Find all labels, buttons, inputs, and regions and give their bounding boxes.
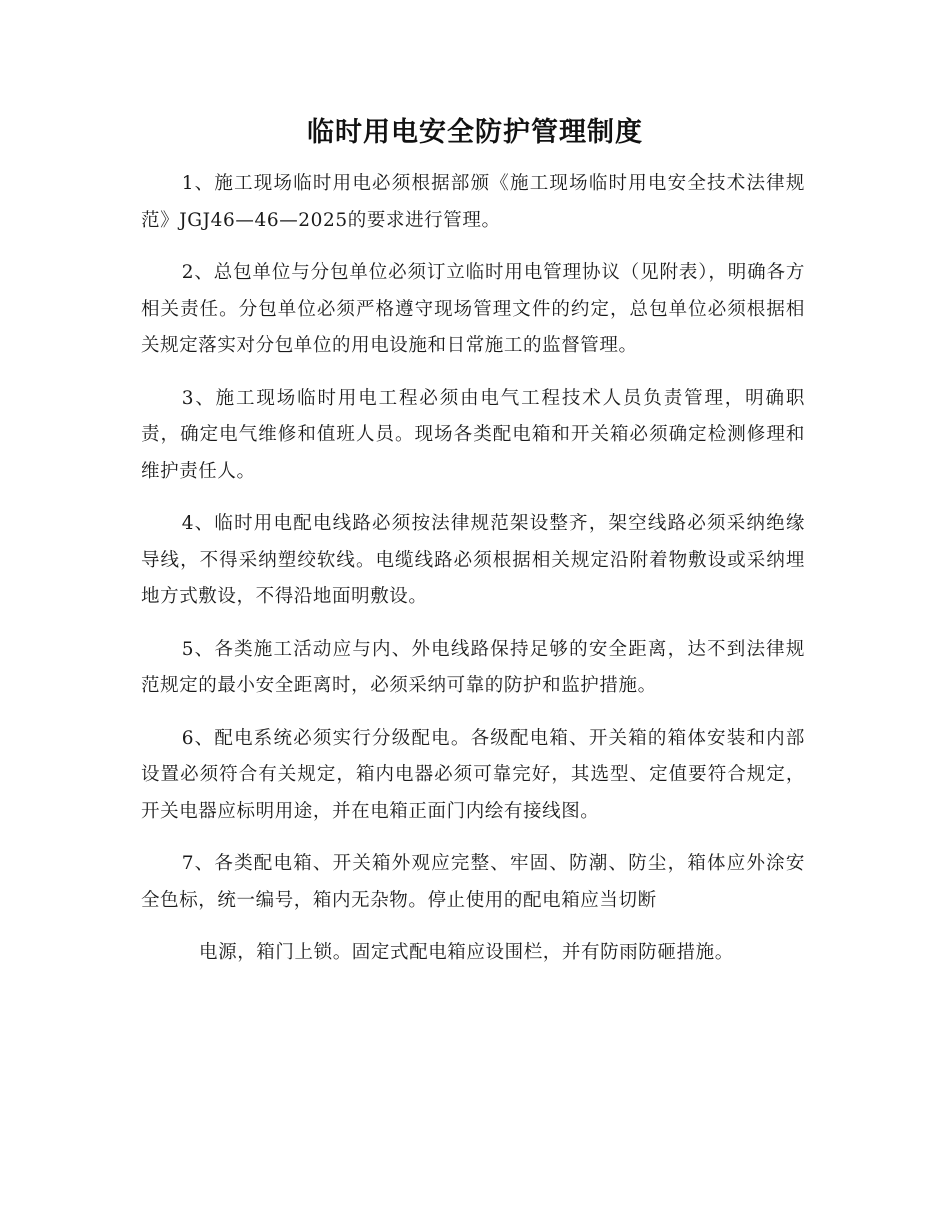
paragraph-2: 2、总包单位与分包单位必须订立临时用电管理协议（见附表），明确各方相关责任。分包单位必须严格遵守现场管理文件的约定，总包单位必须根据相关规定落实对分包单位的用电设施和日常施工的监督管理。 (141, 262, 805, 356)
paragraph-4: 4、临时用电配电线路必须按法律规范架设整齐，架空线路必须采纳绝缘导线，不得采纳塑绞软线。电缆线路必须根据相关规定沿附着物敷设或采纳埋地方式敷设，不得沿地面明敷设。 (141, 513, 805, 607)
paragraph-5: 5、各类施工活动应与内、外电线路保持足够的安全距离，达不到法律规范规定的最小安全距离时，必须采纳可靠的防护和监护措施。 (141, 638, 805, 696)
paragraph-6: 6、配电系统必须实行分级配电。各级配电箱、开关箱的箱体安装和内部设置必须符合有关规定，箱内电器必须可靠完好，其选型、定值要符合规定，开关电器应标明用途，并在电箱正面门内绘有接线图。 (141, 727, 805, 822)
paragraph-1: 1、施工现场临时用电必须根据部颁《施工现场临时用电安全技术法律规范》JGJ46—46—2025的要求进行管理。 (141, 173, 805, 231)
document-title: 临时用电安全防护管理制度 (307, 117, 643, 148)
paragraph-7-continuation: 电源，箱门上锁。固定式配电箱应设围栏，并有防雨防砸措施。 (199, 942, 734, 963)
document-body (141, 166, 805, 988)
paragraph-3: 3、施工现场临时用电工程必须由电气工程技术人员负责管理，明确职责，确定电气维修和值班人员。现场各类配电箱和开关箱必须确定检测修理和维护责任人。 (141, 387, 805, 482)
paragraph-7: 7、各类配电箱、开关箱外观应完整、牢固、防潮、防尘，箱体应外涂安全色标，统一编号，箱内无杂物。停止使用的配电箱应当切断 (141, 853, 805, 911)
